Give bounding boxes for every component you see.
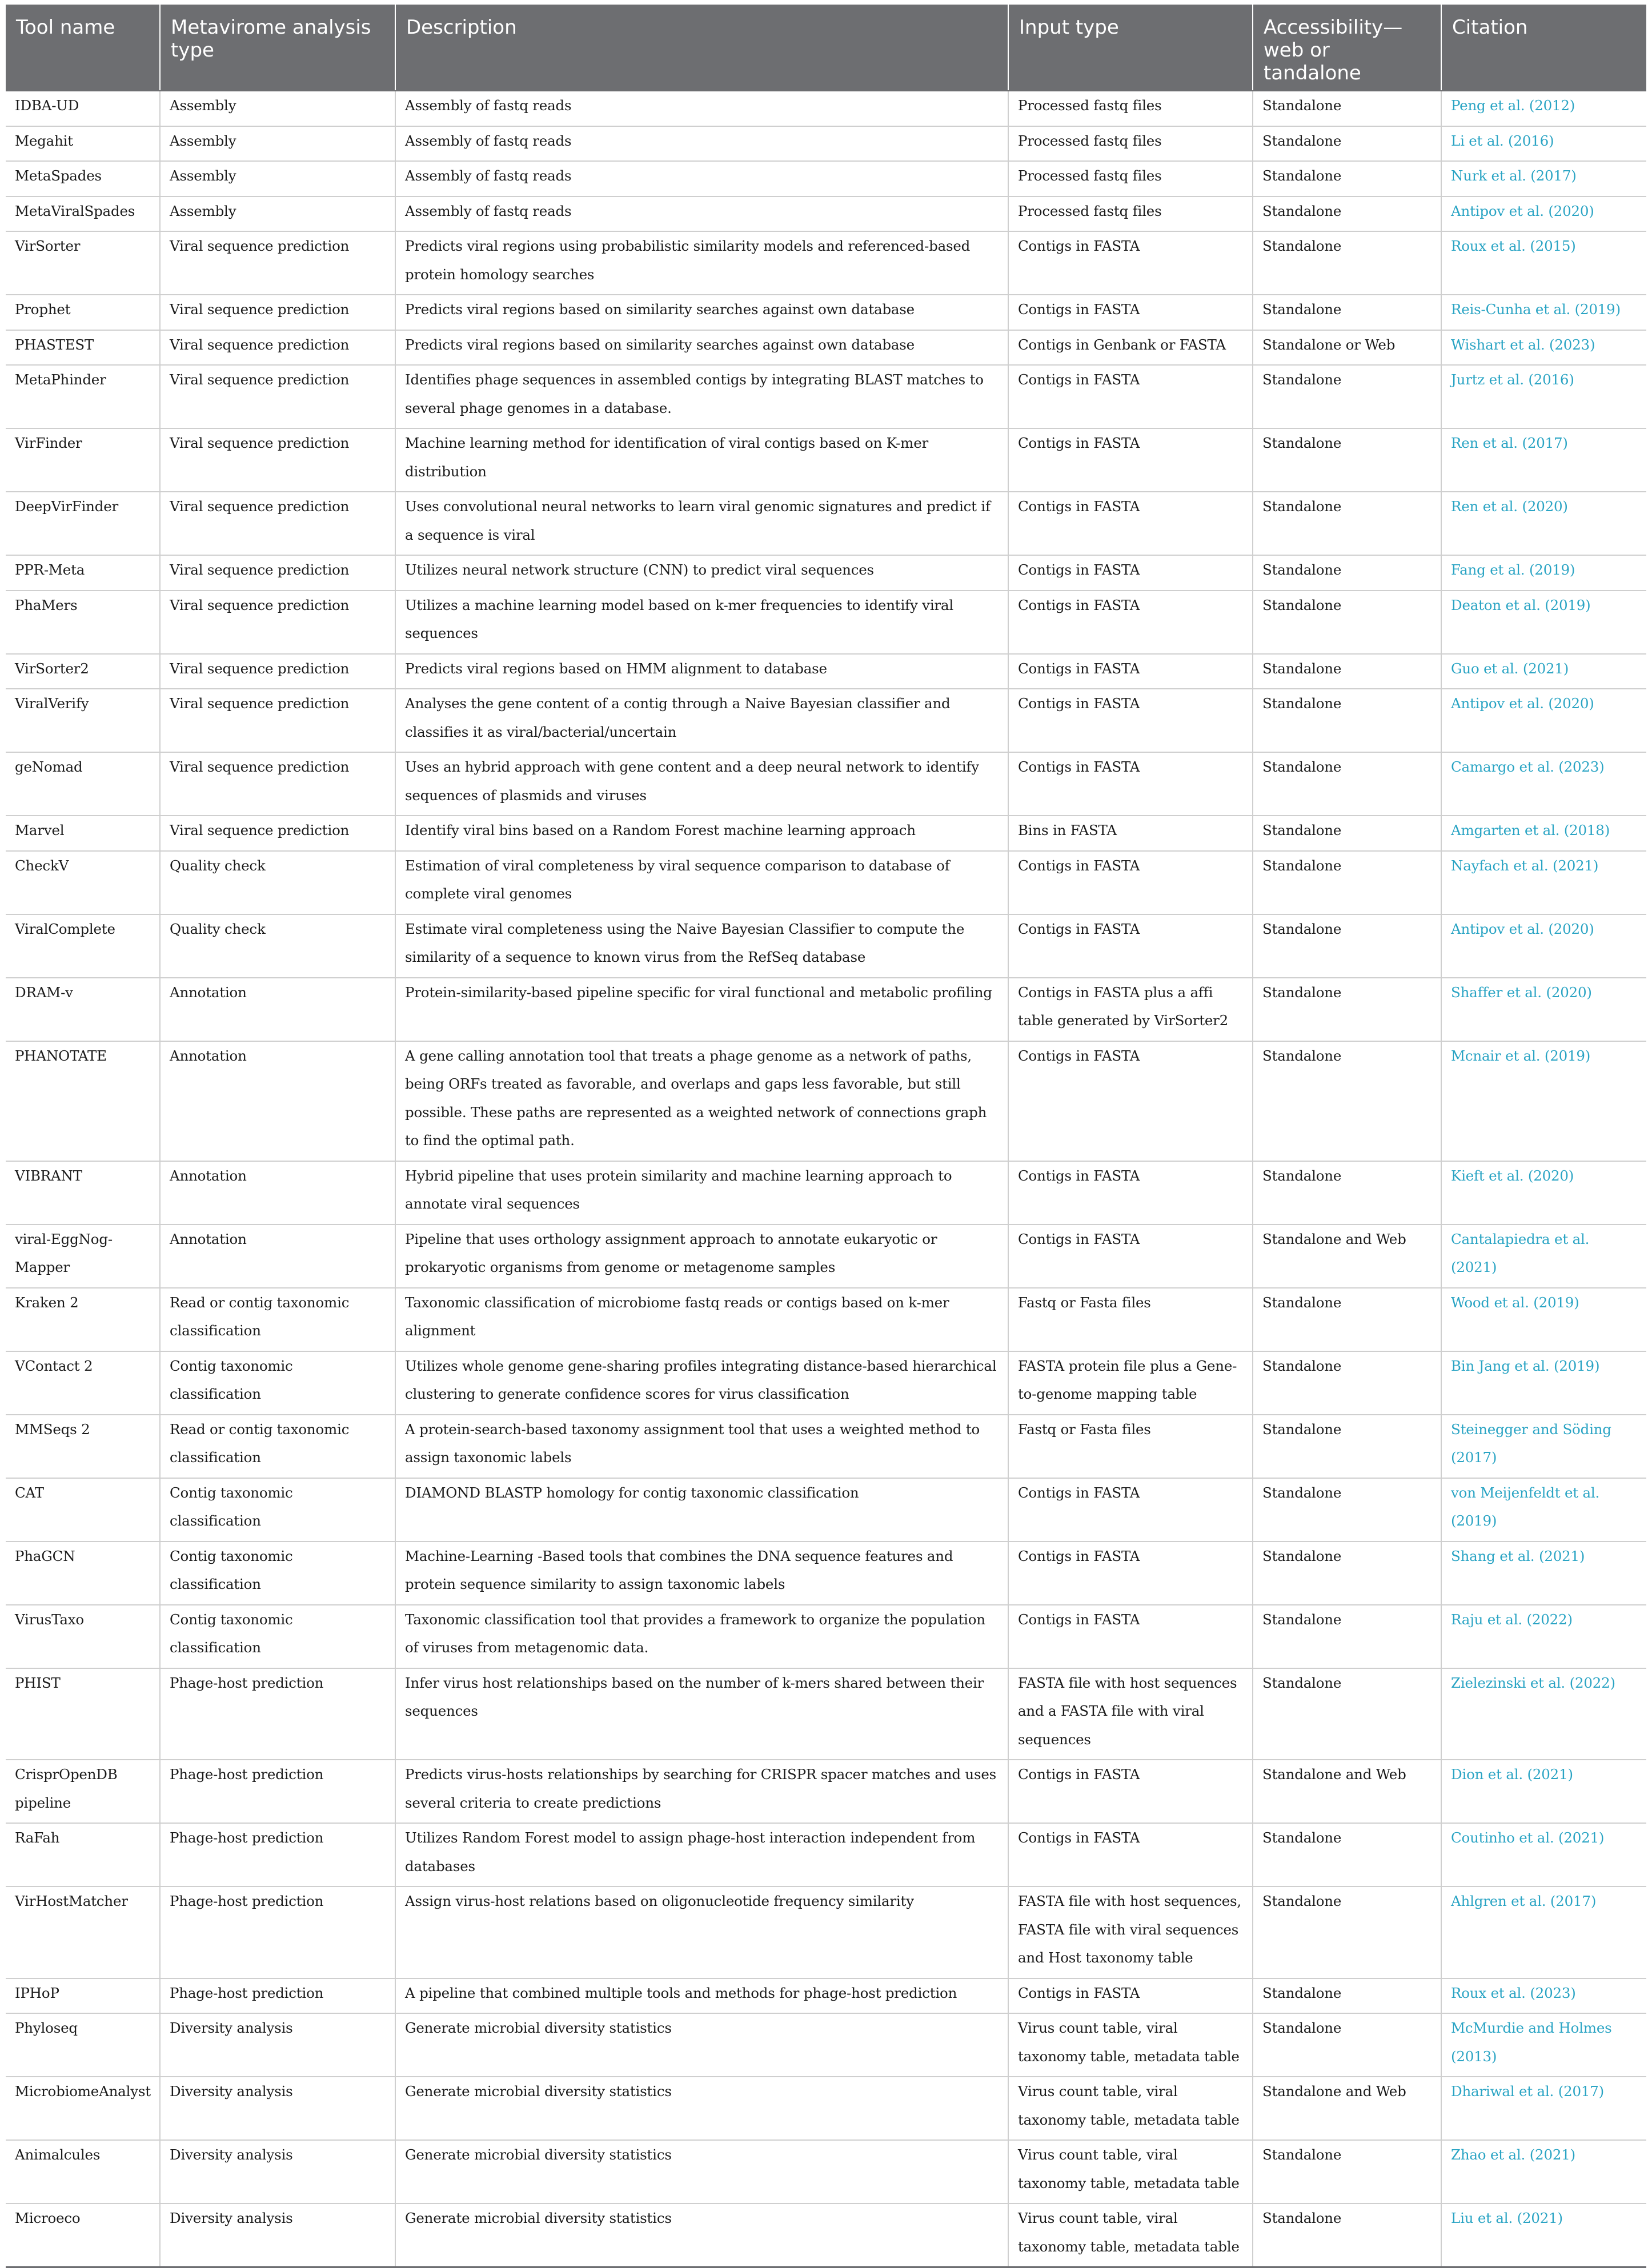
description-cell: Uses convolutional neural networks to learn viral genomic signatures and predict if a sequence is viral: [395, 492, 1008, 555]
table-row: [6, 2013, 1646, 2077]
input-type-cell: Contigs in FASTA: [1008, 1760, 1253, 1823]
citation-cell[interactable]: Peng et al. (2012): [1441, 91, 1646, 126]
accessibility-cell: Standalone: [1253, 492, 1441, 555]
analysis-type-cell: Viral sequence prediction: [160, 654, 395, 689]
input-type-cell: Contigs in FASTA: [1008, 1161, 1253, 1225]
citation-cell[interactable]: Guo et al. (2021): [1441, 654, 1646, 689]
description-cell: Identify viral bins based on a Random Forest machine learning approach: [395, 816, 1008, 851]
description-cell: Predicts virus-hosts relationships by searching for CRISPR spacer matches and uses several criteria to create predictions: [395, 1760, 1008, 1823]
analysis-type-cell: Viral sequence prediction: [160, 330, 395, 366]
table-row: [6, 1351, 1646, 1415]
citation-cell[interactable]: Camargo et al. (2023): [1441, 752, 1646, 816]
analysis-type-cell: Annotation: [160, 1041, 395, 1161]
tool-name-cell: RaFah: [6, 1823, 160, 1886]
citation-cell[interactable]: Deaton et al. (2019): [1441, 591, 1646, 654]
accessibility-cell: Standalone: [1253, 1886, 1441, 1978]
accessibility-cell: Standalone: [1253, 914, 1441, 978]
analysis-type-cell: Phage-host prediction: [160, 1760, 395, 1823]
analysis-type-cell: Contig taxonomic classification: [160, 1542, 395, 1605]
analysis-type-cell: Assembly: [160, 161, 395, 196]
input-type-cell: Contigs in FASTA: [1008, 428, 1253, 492]
input-type-cell: Contigs in FASTA: [1008, 689, 1253, 752]
tool-name-cell: MetaViralSpades: [6, 196, 160, 232]
input-type-cell: Contigs in FASTA: [1008, 591, 1253, 654]
citation-cell[interactable]: Wishart et al. (2023): [1441, 330, 1646, 366]
description-cell: Analyses the gene content of a contig through a Naive Bayesian classifier and classifies it as viral/bacterial/uncertain: [395, 689, 1008, 752]
citation-cell[interactable]: Mcnair et al. (2019): [1441, 1041, 1646, 1161]
description-cell: Utilizes Random Forest model to assign phage-host interaction independent from databases: [395, 1823, 1008, 1886]
tool-name-cell: Microeco: [6, 2203, 160, 2267]
table-row: [6, 1605, 1646, 1668]
accessibility-cell: Standalone: [1253, 654, 1441, 689]
tool-name-cell: VirusTaxo: [6, 1605, 160, 1668]
tool-name-cell: PPR-Meta: [6, 555, 160, 591]
citation-cell[interactable]: Amgarten et al. (2018): [1441, 816, 1646, 851]
analysis-type-cell: Diversity analysis: [160, 2013, 395, 2077]
accessibility-cell: Standalone: [1253, 196, 1441, 232]
table-row: [6, 978, 1646, 1041]
accessibility-cell: Standalone: [1253, 1823, 1441, 1886]
analysis-type-cell: Assembly: [160, 91, 395, 126]
table-header-row: [6, 5, 1646, 91]
description-cell: Assembly of fastq reads: [395, 161, 1008, 196]
analysis-type-cell: Viral sequence prediction: [160, 591, 395, 654]
accessibility-cell: Standalone: [1253, 1161, 1441, 1225]
citation-cell[interactable]: Cantalapiedra et al. (2021): [1441, 1225, 1646, 1288]
citation-cell[interactable]: Ren et al. (2020): [1441, 492, 1646, 555]
citation-cell[interactable]: Reis-Cunha et al. (2019): [1441, 295, 1646, 330]
table-row: [6, 816, 1646, 851]
tool-name-cell: CrisprOpenDB pipeline: [6, 1760, 160, 1823]
table-row: [6, 1823, 1646, 1886]
citation-cell[interactable]: Dhariwal et al. (2017): [1441, 2077, 1646, 2140]
description-cell: DIAMOND BLASTP homology for contig taxonomic classification: [395, 1478, 1008, 1542]
header-tool-name: Tool name: [6, 5, 160, 91]
tool-name-cell: VIBRANT: [6, 1161, 160, 1225]
accessibility-cell: Standalone: [1253, 851, 1441, 914]
accessibility-cell: Standalone: [1253, 1542, 1441, 1605]
table-row: [6, 196, 1646, 232]
tool-name-cell: PHASTEST: [6, 330, 160, 366]
description-cell: Utilizes a machine learning model based on k-mer frequencies to identify viral sequences: [395, 591, 1008, 654]
analysis-type-cell: Read or contig taxonomic classification: [160, 1415, 395, 1478]
input-type-cell: Processed fastq files: [1008, 91, 1253, 126]
citation-cell[interactable]: Zhao et al. (2021): [1441, 2140, 1646, 2203]
tool-name-cell: Animalcules: [6, 2140, 160, 2203]
table-row: [6, 1161, 1646, 1225]
input-type-cell: Contigs in FASTA: [1008, 555, 1253, 591]
table-row: [6, 1288, 1646, 1351]
input-type-cell: Contigs in FASTA: [1008, 851, 1253, 914]
input-type-cell: Contigs in FASTA: [1008, 1978, 1253, 2014]
citation-cell[interactable]: Kieft et al. (2020): [1441, 1161, 1646, 1225]
analysis-type-cell: Annotation: [160, 978, 395, 1041]
analysis-type-cell: Quality check: [160, 914, 395, 978]
tool-name-cell: Prophet: [6, 295, 160, 330]
analysis-type-cell: Viral sequence prediction: [160, 365, 395, 428]
table-row: [6, 2140, 1646, 2203]
input-type-cell: Contigs in FASTA: [1008, 295, 1253, 330]
header-citation: Citation: [1441, 5, 1646, 91]
citation-cell[interactable]: Liu et al. (2021): [1441, 2203, 1646, 2267]
input-type-cell: Virus count table, viral taxonomy table, metadata table: [1008, 2013, 1253, 2077]
table-row: [6, 1225, 1646, 1288]
table-row: [6, 1668, 1646, 1760]
citation-cell[interactable]: Nayfach et al. (2021): [1441, 851, 1646, 914]
analysis-type-cell: Contig taxonomic classification: [160, 1478, 395, 1542]
description-cell: Machine learning method for identification of viral contigs based on K-mer distribution: [395, 428, 1008, 492]
citation-cell[interactable]: McMurdie and Holmes (2013): [1441, 2013, 1646, 2077]
table-row: [6, 555, 1646, 591]
citation-cell[interactable]: Bin Jang et al. (2019): [1441, 1351, 1646, 1415]
citation-cell[interactable]: Roux et al. (2023): [1441, 1978, 1646, 2014]
tool-name-cell: Marvel: [6, 816, 160, 851]
analysis-type-cell: Read or contig taxonomic classification: [160, 1288, 395, 1351]
table-row: [6, 689, 1646, 752]
tool-name-cell: Kraken 2: [6, 1288, 160, 1351]
description-cell: Taxonomic classification tool that provides a framework to organize the population of viruses from metagenomic data.: [395, 1605, 1008, 1668]
table-row: [6, 126, 1646, 162]
description-cell: Taxonomic classification of microbiome fastq reads or contigs based on k-mer alignment: [395, 1288, 1008, 1351]
input-type-cell: Contigs in FASTA: [1008, 1478, 1253, 1542]
tool-name-cell: VContact 2: [6, 1351, 160, 1415]
citation-cell[interactable]: Ren et al. (2017): [1441, 428, 1646, 492]
analysis-type-cell: Viral sequence prediction: [160, 231, 395, 295]
description-cell: Estimation of viral completeness by viral sequence comparison to database of complete viral genomes: [395, 851, 1008, 914]
description-cell: Uses an hybrid approach with gene content and a deep neural network to identify sequences of plasmids and viruses: [395, 752, 1008, 816]
header-analysis-type: Metavirome analysis type: [160, 5, 395, 91]
citation-cell[interactable]: Shaffer et al. (2020): [1441, 978, 1646, 1041]
description-cell: Hybrid pipeline that uses protein similarity and machine learning approach to annotate viral sequences: [395, 1161, 1008, 1225]
input-type-cell: Processed fastq files: [1008, 126, 1253, 162]
accessibility-cell: Standalone: [1253, 1041, 1441, 1161]
tool-name-cell: IDBA-UD: [6, 91, 160, 126]
tool-name-cell: MicrobiomeAnalyst: [6, 2077, 160, 2140]
input-type-cell: Contigs in FASTA: [1008, 654, 1253, 689]
citation-cell[interactable]: Wood et al. (2019): [1441, 1288, 1646, 1351]
tool-name-cell: PHANOTATE: [6, 1041, 160, 1161]
description-cell: A pipeline that combined multiple tools and methods for phage-host prediction: [395, 1978, 1008, 2014]
accessibility-cell: Standalone or Web: [1253, 330, 1441, 366]
citation-cell[interactable]: Fang et al. (2019): [1441, 555, 1646, 591]
header-input-type: Input type: [1008, 5, 1253, 91]
analysis-type-cell: Viral sequence prediction: [160, 816, 395, 851]
citation-cell[interactable]: Ahlgren et al. (2017): [1441, 1886, 1646, 1978]
analysis-type-cell: Viral sequence prediction: [160, 492, 395, 555]
table-row: [6, 330, 1646, 366]
description-cell: Pipeline that uses orthology assignment approach to annotate eukaryotic or prokaryotic organisms from genome or metagenome samples: [395, 1225, 1008, 1288]
table-row: [6, 2203, 1646, 2267]
table-row: [6, 91, 1646, 126]
tool-name-cell: Megahit: [6, 126, 160, 162]
description-cell: Generate microbial diversity statistics: [395, 2013, 1008, 2077]
input-type-cell: Contigs in FASTA: [1008, 231, 1253, 295]
description-cell: A gene calling annotation tool that treats a phage genome as a network of paths, being ORFs treated as favorable, and overlaps and gaps less favorable, but still possible. These paths are represented as a weighted network of connections graph to find the optimal path.: [395, 1041, 1008, 1161]
citation-cell[interactable]: Roux et al. (2015): [1441, 231, 1646, 295]
accessibility-cell: Standalone: [1253, 2013, 1441, 2077]
input-type-cell: Contigs in FASTA: [1008, 1225, 1253, 1288]
table-row: [6, 365, 1646, 428]
table-row: [6, 2077, 1646, 2140]
analysis-type-cell: Contig taxonomic classification: [160, 1351, 395, 1415]
input-type-cell: FASTA file with host sequences, FASTA file with viral sequences and Host taxonomy table: [1008, 1886, 1253, 1978]
input-type-cell: Bins in FASTA: [1008, 816, 1253, 851]
accessibility-cell: Standalone and Web: [1253, 1225, 1441, 1288]
description-cell: Assembly of fastq reads: [395, 196, 1008, 232]
analysis-type-cell: Diversity analysis: [160, 2203, 395, 2267]
accessibility-cell: Standalone: [1253, 1605, 1441, 1668]
citation-cell[interactable]: Zielezinski et al. (2022): [1441, 1668, 1646, 1760]
input-type-cell: Virus count table, viral taxonomy table, metadata table: [1008, 2203, 1253, 2267]
citation-cell[interactable]: Coutinho et al. (2021): [1441, 1823, 1646, 1886]
table-row: [6, 752, 1646, 816]
citation-cell[interactable]: Antipov et al. (2020): [1441, 689, 1646, 752]
analysis-type-cell: Assembly: [160, 196, 395, 232]
analysis-type-cell: Annotation: [160, 1225, 395, 1288]
description-cell: Assembly of fastq reads: [395, 126, 1008, 162]
description-cell: Infer virus host relationships based on the number of k-mers shared between their sequences: [395, 1668, 1008, 1760]
table-row: [6, 591, 1646, 654]
accessibility-cell: Standalone: [1253, 1668, 1441, 1760]
analysis-type-cell: Contig taxonomic classification: [160, 1605, 395, 1668]
analysis-type-cell: Phage-host prediction: [160, 1668, 395, 1760]
accessibility-cell: Standalone: [1253, 428, 1441, 492]
table-row: [6, 1415, 1646, 1478]
tool-name-cell: MetaPhinder: [6, 365, 160, 428]
tool-name-cell: DRAM-v: [6, 978, 160, 1041]
citation-cell[interactable]: Li et al. (2016): [1441, 126, 1646, 162]
accessibility-cell: Standalone: [1253, 2140, 1441, 2203]
description-cell: Generate microbial diversity statistics: [395, 2203, 1008, 2267]
accessibility-cell: Standalone: [1253, 1288, 1441, 1351]
table-row: [6, 914, 1646, 978]
analysis-type-cell: Viral sequence prediction: [160, 752, 395, 816]
accessibility-cell: Standalone: [1253, 978, 1441, 1041]
analysis-type-cell: Diversity analysis: [160, 2140, 395, 2203]
citation-cell[interactable]: Shang et al. (2021): [1441, 1542, 1646, 1605]
tool-name-cell: MetaSpades: [6, 161, 160, 196]
citation-cell[interactable]: Raju et al. (2022): [1441, 1605, 1646, 1668]
input-type-cell: Virus count table, viral taxonomy table, metadata table: [1008, 2140, 1253, 2203]
citation-cell[interactable]: Steinegger and Söding (2017): [1441, 1415, 1646, 1478]
analysis-type-cell: Annotation: [160, 1161, 395, 1225]
tools-table: [6, 5, 1646, 2268]
accessibility-cell: Standalone: [1253, 816, 1441, 851]
table-row: [6, 1041, 1646, 1161]
table-row: [6, 231, 1646, 295]
citation-cell[interactable]: von Meijenfeldt et al. (2019): [1441, 1478, 1646, 1542]
accessibility-cell: Standalone: [1253, 1478, 1441, 1542]
accessibility-cell: Standalone: [1253, 1351, 1441, 1415]
accessibility-cell: Standalone: [1253, 126, 1441, 162]
tool-name-cell: VirFinder: [6, 428, 160, 492]
citation-cell[interactable]: Antipov et al. (2020): [1441, 196, 1646, 232]
description-cell: Predicts viral regions based on similarity searches against own database: [395, 295, 1008, 330]
description-cell: Identifies phage sequences in assembled contigs by integrating BLAST matches to several phage genomes in a database.: [395, 365, 1008, 428]
table-row: [6, 1886, 1646, 1978]
tool-name-cell: CheckV: [6, 851, 160, 914]
description-cell: Predicts viral regions using probabilistic similarity models and referenced-based protein homology searches: [395, 231, 1008, 295]
input-type-cell: Contigs in FASTA plus a affi table generated by VirSorter2: [1008, 978, 1253, 1041]
table-row: [6, 161, 1646, 196]
tool-name-cell: DeepVirFinder: [6, 492, 160, 555]
accessibility-cell: Standalone: [1253, 1978, 1441, 2014]
input-type-cell: Virus count table, viral taxonomy table, metadata table: [1008, 2077, 1253, 2140]
accessibility-cell: Standalone: [1253, 689, 1441, 752]
input-type-cell: Contigs in FASTA: [1008, 1605, 1253, 1668]
tool-name-cell: IPHoP: [6, 1978, 160, 2014]
input-type-cell: Fastq or Fasta files: [1008, 1288, 1253, 1351]
tool-name-cell: VirSorter2: [6, 654, 160, 689]
accessibility-cell: Standalone: [1253, 365, 1441, 428]
accessibility-cell: Standalone: [1253, 2203, 1441, 2267]
citation-cell[interactable]: Dion et al. (2021): [1441, 1760, 1646, 1823]
accessibility-cell: Standalone and Web: [1253, 1760, 1441, 1823]
accessibility-cell: Standalone and Web: [1253, 2077, 1441, 2140]
accessibility-cell: Standalone: [1253, 161, 1441, 196]
table-row: [6, 295, 1646, 330]
table-row: [6, 1478, 1646, 1542]
description-cell: Estimate viral completeness using the Naive Bayesian Classifier to compute the similarity of a sequence to known virus from the RefSeq database: [395, 914, 1008, 978]
table-row: [6, 1542, 1646, 1605]
tool-name-cell: PhaGCN: [6, 1542, 160, 1605]
tool-name-cell: VirHostMatcher: [6, 1886, 160, 1978]
tool-name-cell: MMSeqs 2: [6, 1415, 160, 1478]
table-row: [6, 1760, 1646, 1823]
tool-name-cell: geNomad: [6, 752, 160, 816]
description-cell: Protein-similarity-based pipeline specific for viral functional and metabolic profiling: [395, 978, 1008, 1041]
description-cell: Generate microbial diversity statistics: [395, 2140, 1008, 2203]
accessibility-cell: Standalone: [1253, 752, 1441, 816]
citation-cell[interactable]: Nurk et al. (2017): [1441, 161, 1646, 196]
analysis-type-cell: Assembly: [160, 126, 395, 162]
table-row: [6, 654, 1646, 689]
tool-name-cell: PHIST: [6, 1668, 160, 1760]
analysis-type-cell: Phage-host prediction: [160, 1886, 395, 1978]
analysis-type-cell: Phage-host prediction: [160, 1978, 395, 2014]
analysis-type-cell: Diversity analysis: [160, 2077, 395, 2140]
accessibility-cell: Standalone: [1253, 231, 1441, 295]
analysis-type-cell: Viral sequence prediction: [160, 555, 395, 591]
citation-cell[interactable]: Jurtz et al. (2016): [1441, 365, 1646, 428]
description-cell: Generate microbial diversity statistics: [395, 2077, 1008, 2140]
input-type-cell: Contigs in Genbank or FASTA: [1008, 330, 1253, 366]
citation-cell[interactable]: Antipov et al. (2020): [1441, 914, 1646, 978]
accessibility-cell: Standalone: [1253, 295, 1441, 330]
analysis-type-cell: Quality check: [160, 851, 395, 914]
tool-name-cell: viral-EggNog-Mapper: [6, 1225, 160, 1288]
input-type-cell: Contigs in FASTA: [1008, 914, 1253, 978]
input-type-cell: Processed fastq files: [1008, 196, 1253, 232]
tool-name-cell: VirSorter: [6, 231, 160, 295]
table-row: [6, 851, 1646, 914]
description-cell: Assembly of fastq reads: [395, 91, 1008, 126]
input-type-cell: FASTA file with host sequences and a FASTA file with viral sequences: [1008, 1668, 1253, 1760]
input-type-cell: Contigs in FASTA: [1008, 1823, 1253, 1886]
header-description: Description: [395, 5, 1008, 91]
accessibility-cell: Standalone: [1253, 91, 1441, 126]
input-type-cell: Contigs in FASTA: [1008, 752, 1253, 816]
table-row: [6, 492, 1646, 555]
table-row: [6, 428, 1646, 492]
input-type-cell: Contigs in FASTA: [1008, 365, 1253, 428]
description-cell: A protein-search-based taxonomy assignment tool that uses a weighted method to assign taxonomic labels: [395, 1415, 1008, 1478]
input-type-cell: Processed fastq files: [1008, 161, 1253, 196]
input-type-cell: Contigs in FASTA: [1008, 492, 1253, 555]
description-cell: Assign virus-host relations based on oligonucleotide frequency similarity: [395, 1886, 1008, 1978]
accessibility-cell: Standalone: [1253, 1415, 1441, 1478]
analysis-type-cell: Viral sequence prediction: [160, 428, 395, 492]
input-type-cell: FASTA protein file plus a Gene-to-genome mapping table: [1008, 1351, 1253, 1415]
description-cell: Machine-Learning -Based tools that combines the DNA sequence features and protein sequence similarity to assign taxonomic labels: [395, 1542, 1008, 1605]
tool-name-cell: Phyloseq: [6, 2013, 160, 2077]
input-type-cell: Contigs in FASTA: [1008, 1542, 1253, 1605]
header-accessibility: Accessibility—web or tandalone: [1253, 5, 1441, 91]
description-cell: Utilizes whole genome gene-sharing profiles integrating distance-based hierarchical clustering to generate confidence scores for virus classification: [395, 1351, 1008, 1415]
analysis-type-cell: Phage-host prediction: [160, 1823, 395, 1886]
input-type-cell: Contigs in FASTA: [1008, 1041, 1253, 1161]
analysis-type-cell: Viral sequence prediction: [160, 689, 395, 752]
description-cell: Utilizes neural network structure (CNN) to predict viral sequences: [395, 555, 1008, 591]
description-cell: Predicts viral regions based on HMM alignment to database: [395, 654, 1008, 689]
accessibility-cell: Standalone: [1253, 591, 1441, 654]
tool-name-cell: PhaMers: [6, 591, 160, 654]
accessibility-cell: Standalone: [1253, 555, 1441, 591]
table-row: [6, 1978, 1646, 2014]
tool-name-cell: ViralVerify: [6, 689, 160, 752]
description-cell: Predicts viral regions based on similarity searches against own database: [395, 330, 1008, 366]
input-type-cell: Fastq or Fasta files: [1008, 1415, 1253, 1478]
tool-name-cell: ViralComplete: [6, 914, 160, 978]
analysis-type-cell: Viral sequence prediction: [160, 295, 395, 330]
tool-name-cell: CAT: [6, 1478, 160, 1542]
